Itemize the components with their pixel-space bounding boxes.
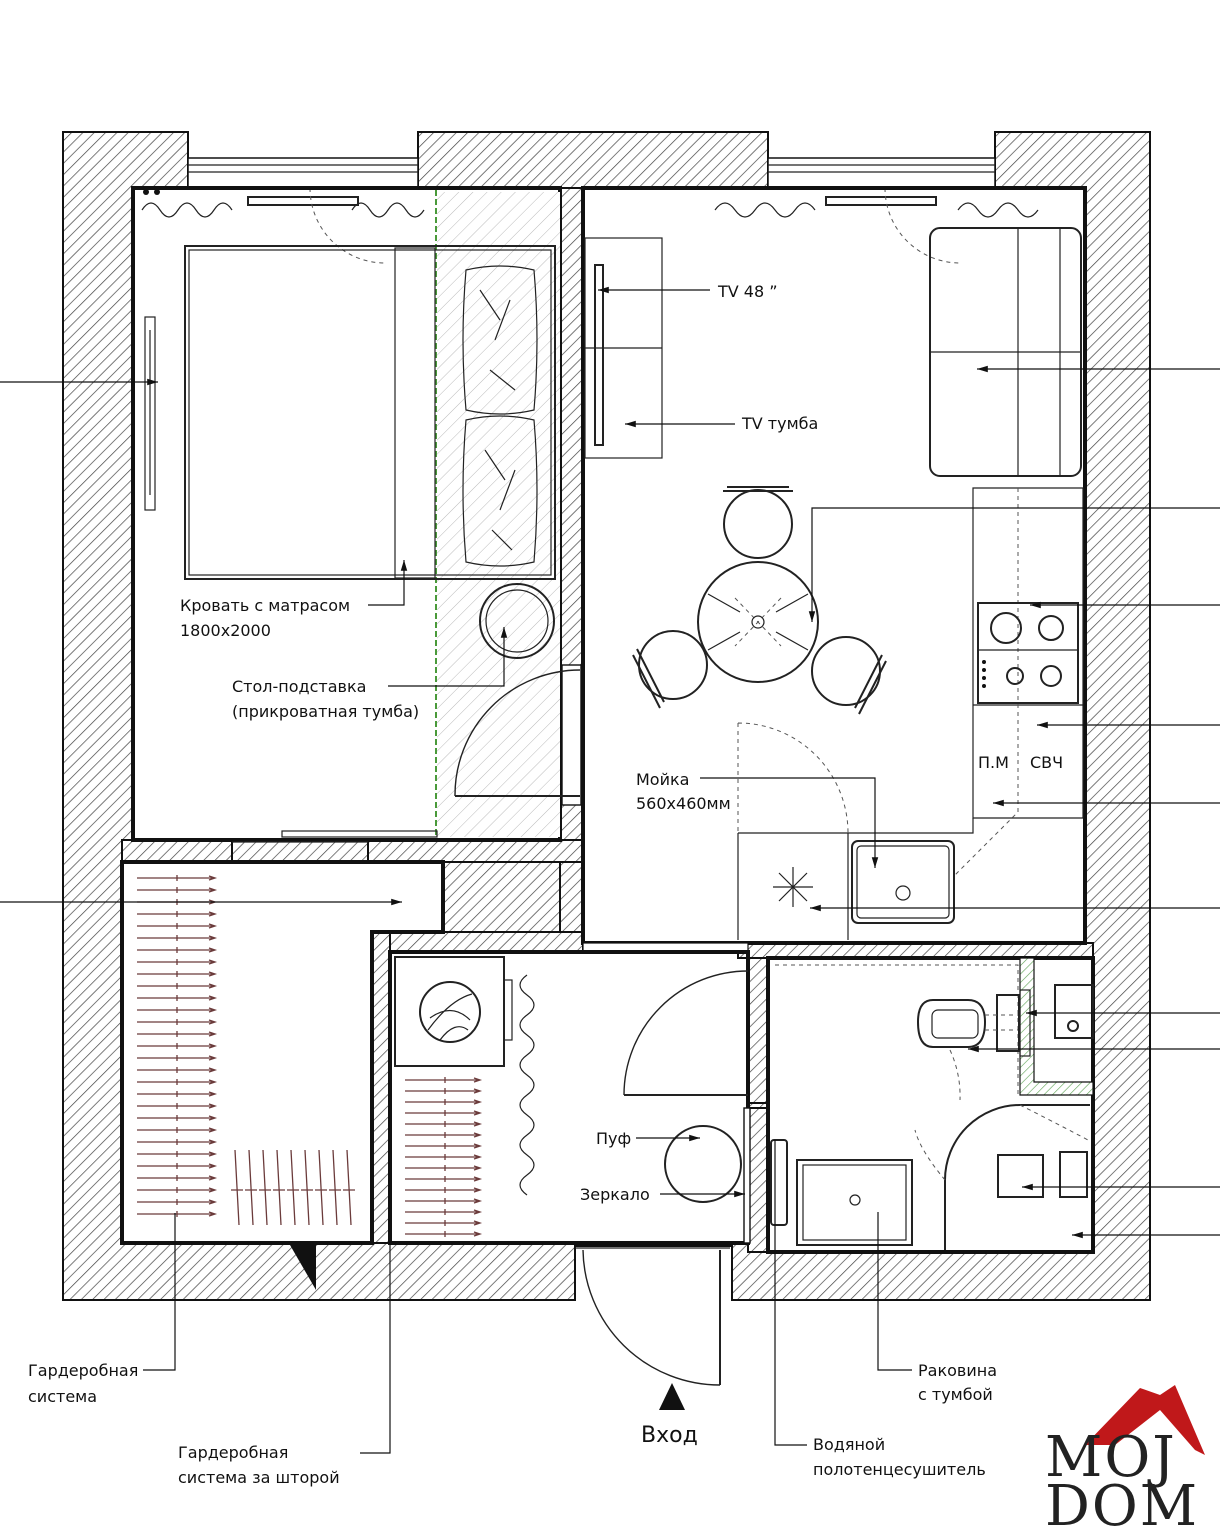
hanger — [405, 1099, 480, 1105]
hanger — [137, 1055, 215, 1061]
wardrobe-hangers — [137, 875, 215, 1217]
hanger — [405, 1154, 480, 1160]
hanger — [137, 1151, 215, 1157]
label-mirror: Зеркало — [580, 1185, 650, 1204]
toilet — [918, 1000, 985, 1047]
label-curtain-wardrobe-1: Гардеробная — [178, 1443, 289, 1462]
label-basin-1: Раковина — [918, 1361, 997, 1380]
hanger — [137, 1115, 215, 1121]
hanger — [301, 1150, 313, 1225]
hanger — [405, 1143, 480, 1149]
hanger — [405, 1132, 480, 1138]
hanger — [137, 947, 215, 953]
towel-rail — [771, 1140, 787, 1225]
label-sink-1: Мойка — [636, 770, 690, 789]
hanger — [137, 875, 215, 881]
hanger — [405, 1088, 480, 1094]
fridge-icon — [773, 867, 813, 907]
logo-line2: DOM — [1045, 1474, 1200, 1532]
bedroom — [133, 188, 580, 842]
chair — [724, 490, 792, 558]
label-basin-2: с тумбой — [918, 1385, 993, 1404]
kitchen-sink — [852, 841, 954, 923]
hanger — [137, 1163, 215, 1169]
hanger — [405, 1187, 480, 1193]
hanger — [137, 1067, 215, 1073]
hanger — [405, 1176, 480, 1182]
washing-machine — [395, 957, 504, 1066]
label-microwave: СВЧ — [1030, 753, 1064, 772]
label-curtain-wardrobe-2: система за шторой — [178, 1468, 340, 1487]
basin — [797, 1160, 912, 1245]
hanger — [343, 1150, 355, 1225]
hanger — [137, 959, 215, 965]
hanger — [137, 887, 215, 893]
label-bed-2: 1800x2000 — [180, 621, 271, 640]
hanger — [137, 1031, 215, 1037]
logo-line1: MOJ — [1045, 1425, 1177, 1490]
hanger — [259, 1150, 271, 1225]
hanger — [137, 911, 215, 917]
label-sink-2: 560x460мм — [636, 794, 731, 813]
label-towel-1: Водяной — [813, 1435, 886, 1454]
moj-dom-logo — [1045, 1385, 1205, 1532]
bathroom — [768, 958, 1093, 1252]
hanger — [405, 1121, 480, 1127]
hanger — [405, 1077, 480, 1083]
label-nightstand-1: Стол-подставка — [232, 677, 367, 696]
entrance-arrow-icon — [659, 1383, 685, 1410]
hanger — [137, 1019, 215, 1025]
hanger — [137, 1103, 215, 1109]
hanger — [137, 1079, 215, 1085]
label-tv-stand: TV тумба — [742, 414, 819, 433]
label-bed-1: Кровать с матрасом — [180, 596, 351, 615]
entrance-door-swing — [583, 1250, 720, 1385]
hanger — [405, 1165, 480, 1171]
hanger — [231, 1150, 243, 1225]
label-entrance: Вход — [641, 1423, 698, 1448]
label-wardrobe-1: Гардеробная — [28, 1361, 139, 1380]
hanger — [137, 935, 215, 941]
hanger — [137, 1007, 215, 1013]
hanger — [137, 1187, 215, 1193]
label-wardrobe-2: система — [28, 1387, 98, 1406]
label-pouf: Пуф — [596, 1129, 632, 1148]
hanger — [137, 983, 215, 989]
hanger — [405, 1209, 480, 1215]
hanger — [405, 1231, 480, 1237]
hanger — [137, 1091, 215, 1097]
hanger — [137, 923, 215, 929]
hanger — [405, 1220, 480, 1226]
shower-enclosure — [945, 1105, 1090, 1250]
hanger — [273, 1150, 285, 1225]
hanger — [137, 1127, 215, 1133]
hanger — [137, 1139, 215, 1145]
hanger — [329, 1150, 341, 1225]
hanger — [137, 1175, 215, 1181]
hanger — [137, 1043, 215, 1049]
label-nightstand-2: (прикроватная тумба) — [232, 702, 420, 721]
tv-icon — [595, 265, 603, 445]
walls — [63, 132, 1150, 1300]
hanger — [315, 1150, 327, 1225]
hanger — [405, 1198, 480, 1204]
hanger — [137, 1199, 215, 1205]
hall — [390, 952, 750, 1410]
hanger — [287, 1150, 299, 1225]
hall-door-swing — [624, 971, 748, 1095]
label-tv: TV 48 ” — [718, 282, 778, 301]
living-kitchen — [583, 188, 1085, 952]
hanger — [137, 995, 215, 1001]
label-towel-2: полотенцесушитель — [813, 1460, 986, 1479]
cooktop — [978, 603, 1078, 703]
hanger — [137, 1211, 215, 1217]
hanger — [245, 1150, 257, 1225]
label-dishwasher: П.М — [978, 753, 1009, 772]
hanger — [137, 971, 215, 977]
hanger — [405, 1110, 480, 1116]
mirror — [744, 1108, 750, 1243]
